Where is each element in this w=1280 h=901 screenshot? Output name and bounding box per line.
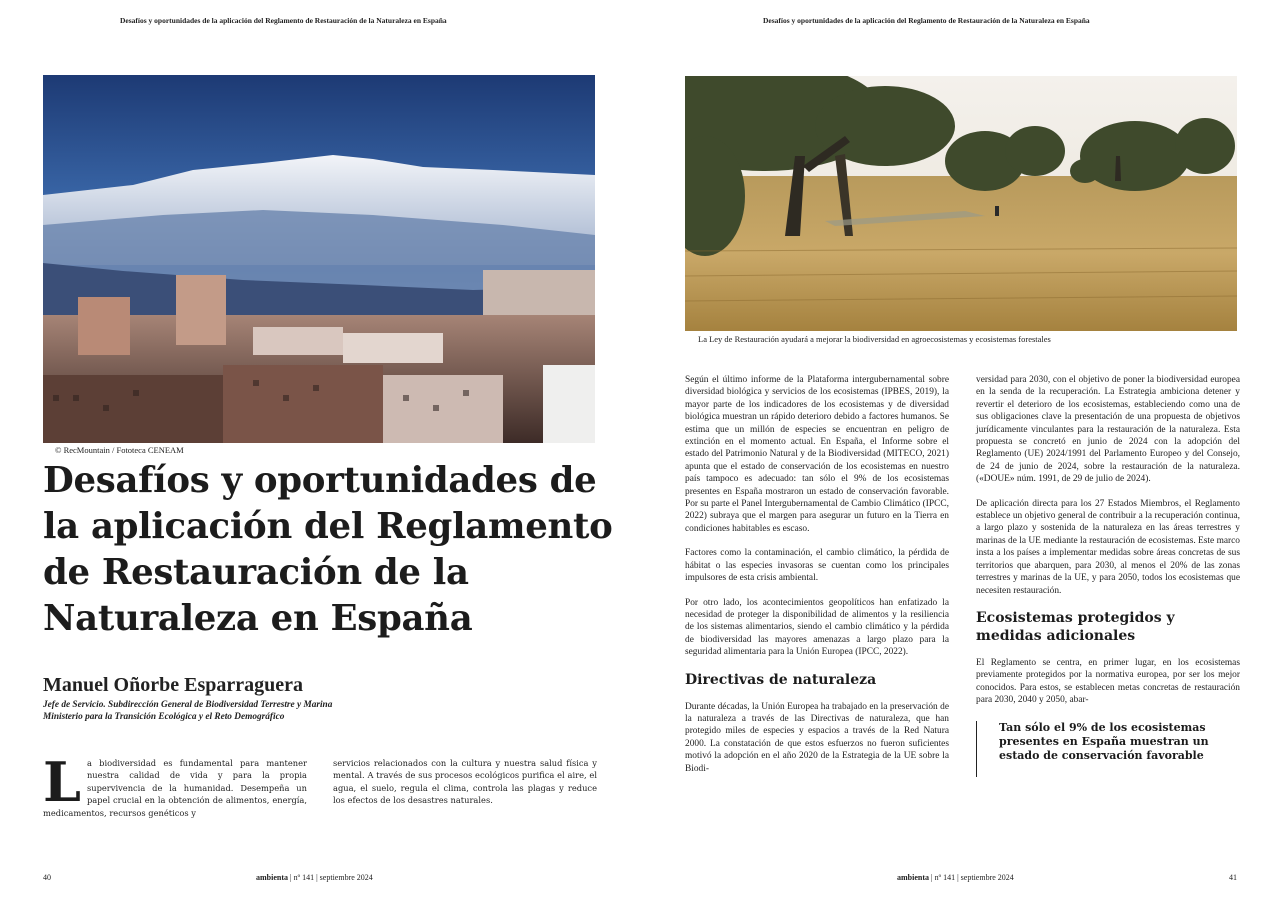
body-paragraph: El Reglamento se centra, en primer lugar, en los ecosistemas previamente protegidos por la normativa europea, por ser los mejor conocidos. Para estos, se establecen metas concretas de restauración para 2030, 2040 y 2050, abar- (976, 657, 1240, 706)
intro-text-1: a biodiversidad es fundamental para mantener nuestra calidad de vida y para la propia supervivencia de la humanidad. Desempeña un papel crucial en la obtención de alimentos, energía, medicamentos, recursos genéticos y (43, 758, 307, 818)
magazine-name: ambienta (256, 873, 288, 882)
right-page (640, 0, 1280, 901)
city-mountain-photo (43, 75, 595, 443)
page-number-right: 41 (1229, 873, 1237, 882)
issue-info: | nº 141 | septiembre 2024 (929, 873, 1014, 882)
footer-left (256, 873, 373, 882)
footer-right (897, 873, 1014, 882)
magazine-name: ambienta (897, 873, 929, 882)
body-paragraph: Por otro lado, los acontecimientos geopolíticos han enfatizado la necesidad de proteger la disponibilidad de alimentos y la resiliencia de los sistemas alimentarios, siendo el cambio climático y la pérdida de biodiversidad las mayores amenazas a largo plazo para la seguridad alimentaria para la Unión Europea (IPCC, 2022). (685, 597, 949, 658)
intro-text-2: servicios relacionados con la cultura y nuestra salud física y mental. A través de sus procesos ecológicos purifica el aire, el agua, el suelo, regula el clima, controla las plagas y reduce los efectos de los desastres naturales. (333, 758, 597, 806)
body-paragraph: Durante décadas, la Unión Europea ha trabajado en la preservación de la naturaleza a través de las Directivas de naturaleza, que han protegido miles de especies y espacios a través de la Red Natura 2000. La constatación de que estos esfuerzos no fueron suficientes motivó la adopción en el año 2020 de la Estrategia de la UE sobre la Biodi- (685, 701, 949, 774)
running-head-right: Desafíos y oportunidades de la aplicación del Reglamento de Restauración de la Naturaleza en España (763, 16, 1090, 25)
dehesa-field-photo (685, 76, 1237, 331)
body-paragraph: Según el último informe de la Plataforma intergubernamental sobre diversidad biológica y servicios de los ecosistemas (IPBES, 2019), la mayor parte de los indicadores de los ecosistemas y de diversidad biológica muestran un rápido deterioro debido a factores humanos. Se estima que un millón de especies se encuentran en peligro de extinción en el momento actual. En España, el Informe sobre el estado del Patrimonio Natural y de la Biodiversidad (MITECO, 2021) apunta que el estado de conservación de los ecosistemas en nuestro país tampoco es adecuado: tan sólo el 9% de los ecosistemas presentes en España mostraron un estado de conservación favorable. Por su parte el Panel Intergubernamental de Cambio Climático (IPCC, 2022) subraya que el margen para asegurar un futuro en la Tierra en condiciones habitables es escaso. (685, 375, 949, 534)
author-affiliation (43, 699, 332, 723)
section-heading-ecosistemas: Ecosistemas protegidos y medidas adicionales (976, 609, 1175, 644)
photo-caption: La Ley de Restauración ayudará a mejorar la biodiversidad en agroecosistemas y ecosistemas forestales (698, 334, 1051, 344)
affiliation-line-1: Jefe de Servicio. Subdirección General de Biodiversidad Terrestre y Marina (43, 700, 333, 710)
drop-cap: L (43, 750, 81, 814)
issue-info: | nº 141 | septiembre 2024 (288, 873, 373, 882)
intro-column-2 (333, 757, 597, 807)
running-head-left: Desafíos y oportunidades de la aplicación del Reglamento de Restauración de la Naturaleza en España (120, 16, 447, 25)
author-name: Manuel Oñorbe Esparraguera (43, 674, 303, 696)
page-number-left: 40 (43, 873, 51, 882)
body-column-1 (685, 374, 949, 787)
article-title: Desafíos y oportunidades de la aplicación del Reglamento de Restauración de la Naturaleza en España (43, 460, 613, 639)
affiliation-line-2: Ministerio para la Transición Ecológica y el Reto Demográfico (43, 712, 285, 722)
pull-quote: Tan sólo el 9% de los ecosistemas presentes en España muestran un estado de conservación favorable (976, 721, 1240, 777)
photo-credit: © RecMountain / Fototeca CENEAM (55, 445, 184, 455)
intro-column-1 (43, 750, 307, 819)
body-paragraph: Factores como la contaminación, el cambio climático, la pérdida de hábitat o las especies invasoras se cuentan como los principales impulsores de esta crisis ambiental. (685, 548, 949, 584)
body-column-2 (976, 374, 1240, 777)
body-paragraph: versidad para 2030, con el objetivo de poner la biodiversidad europea en la senda de la recuperación. La Estrategia ambiciona detener y revertir el deterioro de los ecosistemas, estableciendo como una de sus obligaciones clave la presentación de una propuesta de objetivos jurídicamente vinculantes para la restauración de la naturaleza. Esta propuesta se concretó en junio de 2024 con la adopción del Reglamento (UE) 2024/1991 del Parlamento Europeo y del Consejo, de 24 de junio de 2024, sobre la restauración de la naturaleza. («DOUE» núm. 1991, de 29 de julio de 2024). (976, 375, 1240, 485)
body-paragraph: De aplicación directa para los 27 Estados Miembros, el Reglamento establece un objetivo general de contribuir a la recuperación continua, a largo plazo y sostenida de la naturaleza en las áreas terrestres y marinas de la UE mediante la restauración de ecosistemas. Este marco insta a los países a implementar medidas sobre áreas concretas de sus territorios que abarquen, para 2030, al menos el 20% de las zonas terrestres y marinas de la UE, y para 2050, todos los ecosistemas que necesiten restauración. (976, 498, 1240, 596)
section-heading-directivas: Directivas de naturaleza (685, 671, 877, 688)
